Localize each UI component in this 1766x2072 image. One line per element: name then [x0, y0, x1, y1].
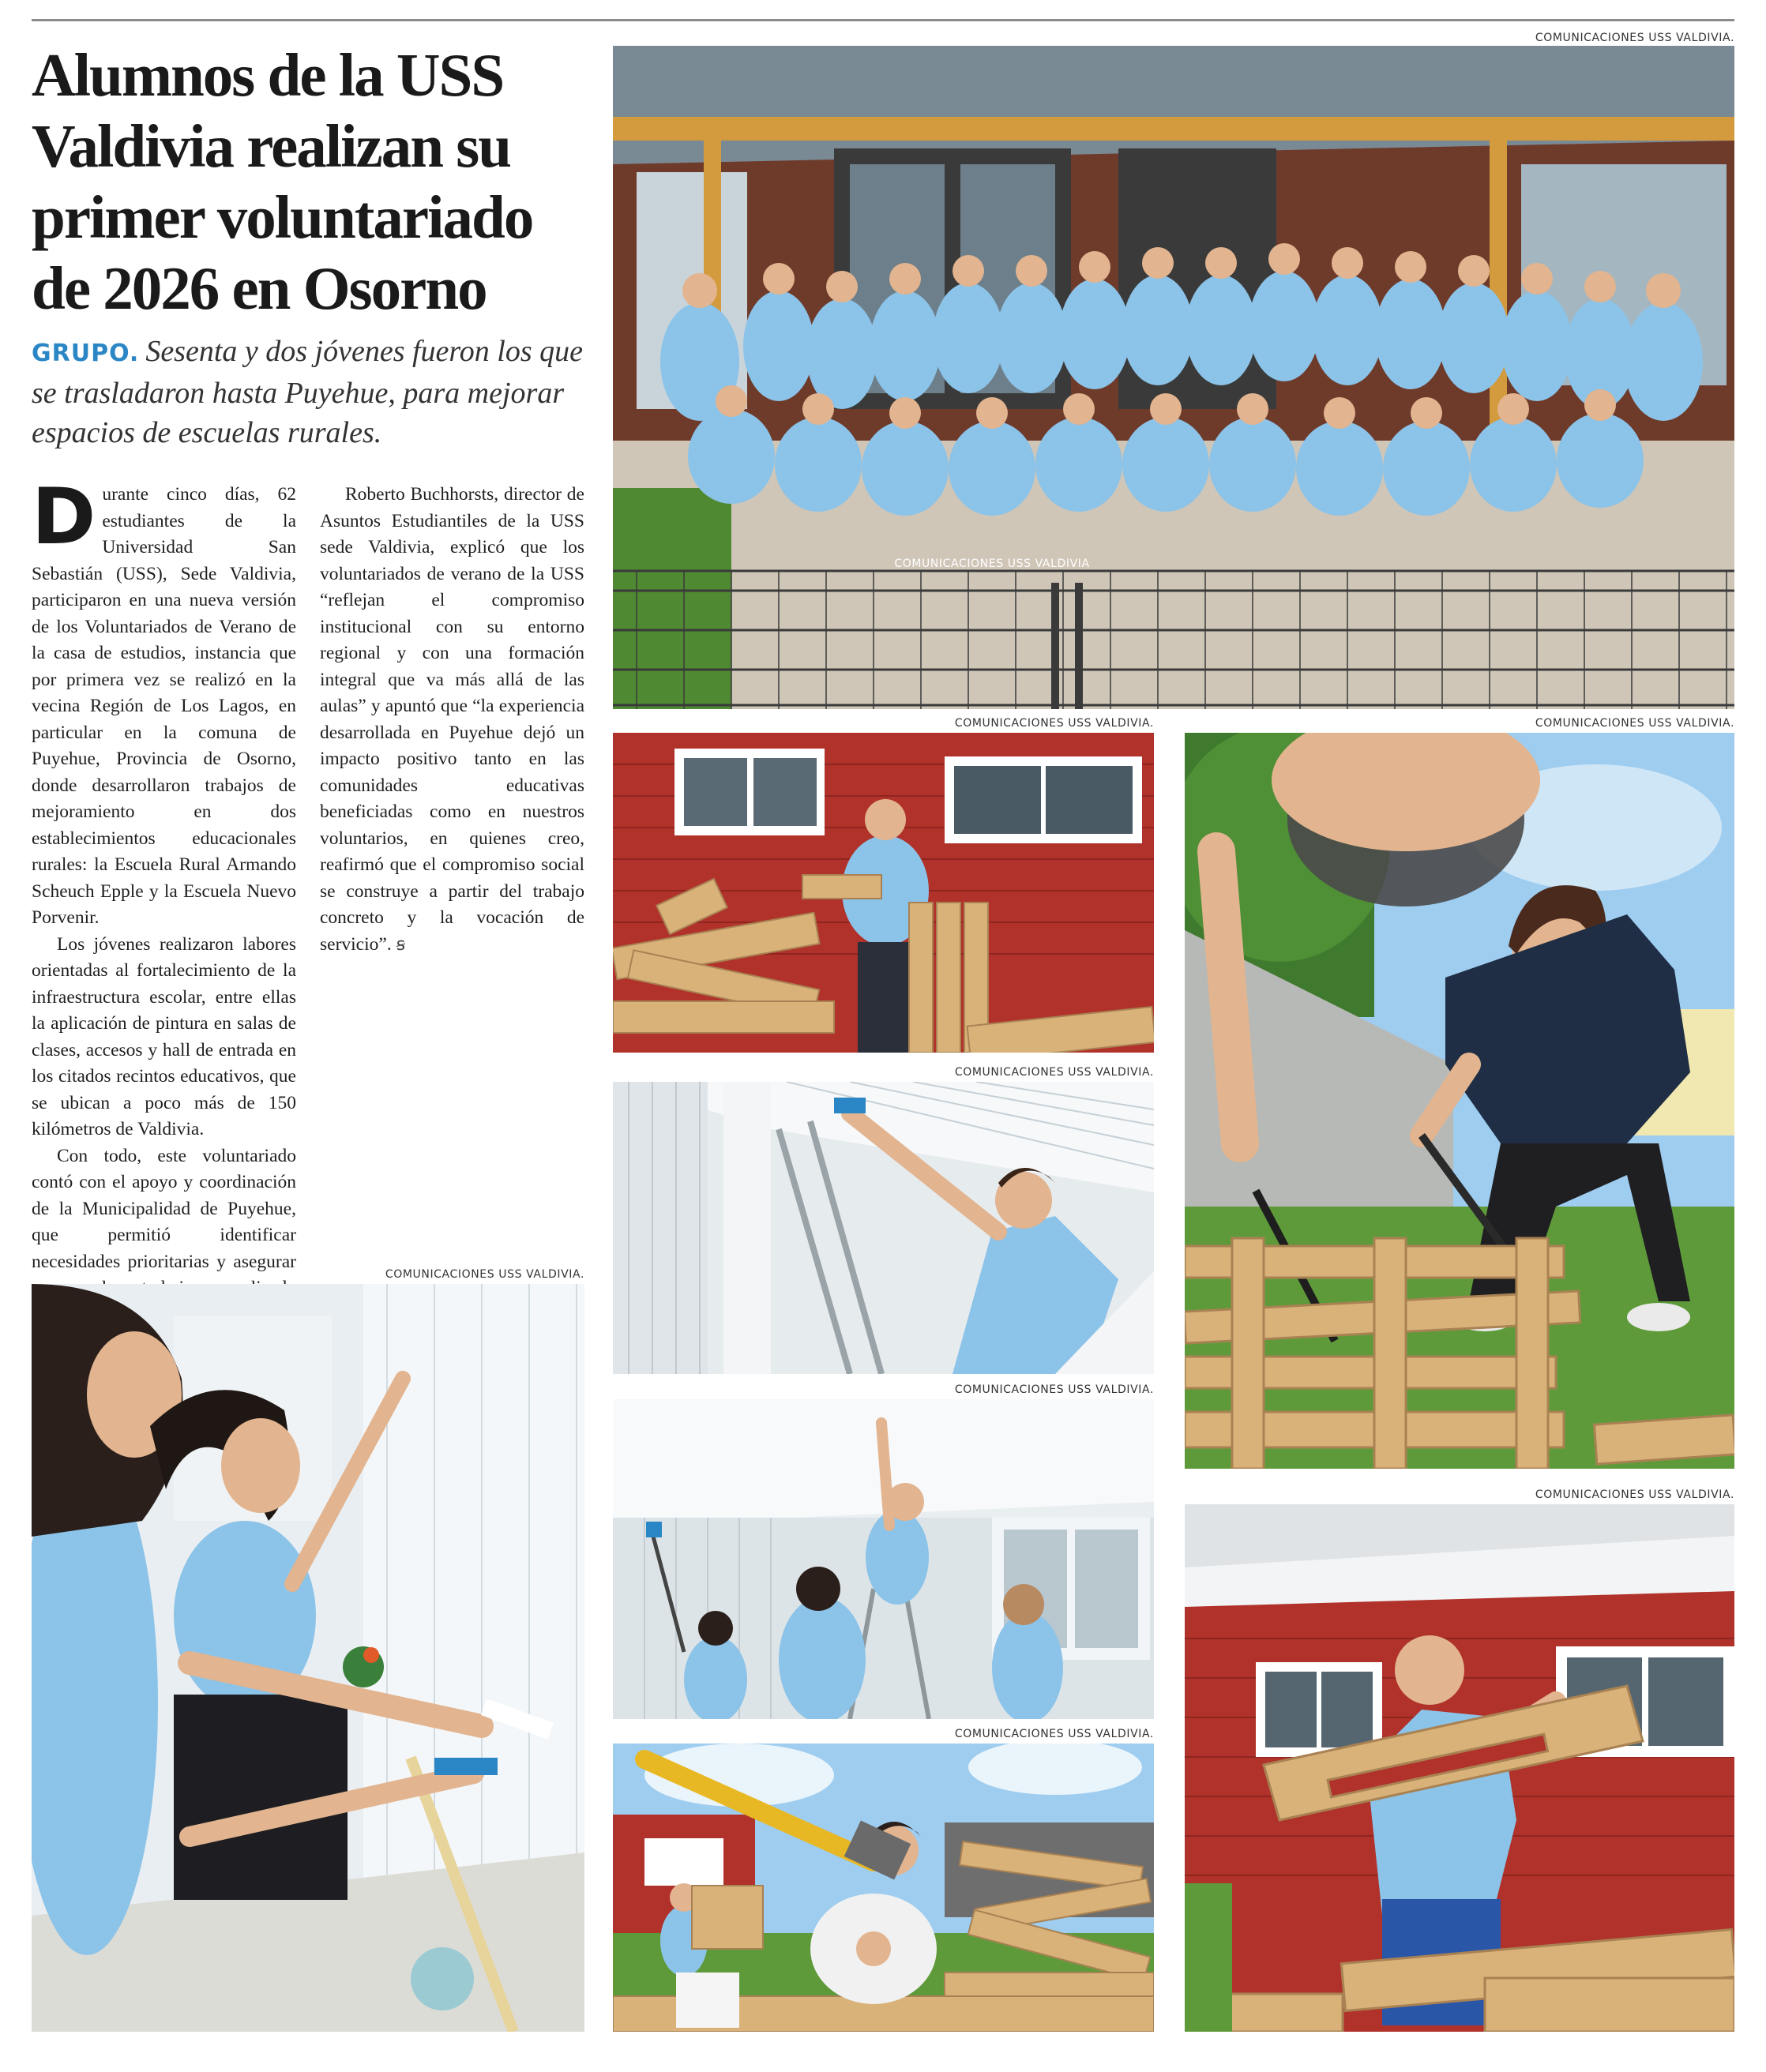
photo-wood-stacking: [613, 733, 1154, 1053]
photo-credit-8: COMUNICACIONES USS VALDIVIA.: [385, 1268, 584, 1281]
photo-credit-4: COMUNICACIONES USS VALDIVIA.: [954, 1383, 1154, 1396]
paragraph-1-text: urante cinco días, 62 estudiantes de la Universidad San Sebastián (USS), Sede Valdivia, participaron en una nueva versión de los Voluntariados de Verano de la casa de estudios, instancia que por primera vez se realizó en la vecina Región de Los Lagos, en particular en la comuna de Puyehue, Provincia de Osorno, donde desarrollaron trabajos de mejoramiento en dos establecimientos educacionales rurales: la Escuela Rural Armando Scheuch Epple y la Escuela Nuevo Porvenir.: [32, 484, 296, 928]
top-rule: [32, 19, 1734, 21]
drop-cap: D: [32, 472, 96, 562]
photo-credit-5: COMUNICACIONES USS VALDIVIA.: [954, 1728, 1154, 1740]
end-mark-icon: ꞩ: [396, 934, 406, 955]
paragraph-3-text: Con todo, este voluntariado contó con el apoyo y coordinación de la Municipalidad de Puyehue, que permitió identificar necesidades prioritarias y asegurar: [32, 1145, 296, 1272]
deck: [32, 332, 584, 452]
photo-painting-ceiling: [613, 1082, 1154, 1374]
photo-credit-7: COMUNICACIONES USS VALDIVIA.: [1535, 1488, 1734, 1501]
photo-painting-room: [613, 1399, 1154, 1719]
photo-credit-3: COMUNICACIONES USS VALDIVIA.: [954, 1066, 1154, 1079]
photo-credit-1: COMUNICACIONES USS VALDIVIA.: [1535, 32, 1734, 44]
deck-text: Sesenta y dos jóvenes fueron los que se trasladaron hasta Puyehue, para mejorar espacios de escuelas rurales.: [32, 335, 584, 449]
paragraph-1: [32, 472, 296, 932]
paragraph-4: [320, 482, 584, 958]
photo-group: [613, 46, 1734, 709]
photo-painting-wall: [32, 1284, 584, 2032]
photo-hammering: [613, 1744, 1154, 2032]
photo-credit-2: COMUNICACIONES USS VALDIVIA.: [954, 717, 1154, 730]
article-column-2: [320, 482, 584, 958]
photo-credit-inner: COMUNICACIONES USS VALDIVIA: [894, 557, 1090, 570]
photo-carrying-pallet: [1185, 1504, 1734, 2032]
paragraph-2: Los jóvenes realizaron labores orientadas al fortalecimiento de la infraestructura escolar, entre ellas la aplicación de pintura en salas de clases, accesos y hall de entrada en los citados recintos educativos, que se ubican a poco más de 150 kilómetros de Valdivia.: [32, 933, 296, 1139]
photo-credit-6: COMUNICACIONES USS VALDIVIA.: [1535, 717, 1734, 730]
paragraph-4-text: Roberto Buchhorsts, director de Asuntos Estudiantiles de la USS sede Valdivia, explicó que los voluntariados de verano de la USS “reflejan el compromiso institucional con su entorno regional y con una formación integral que va más allá de las aulas” y apuntó que “la experiencia desarrollada en Puyehue dejó un impacto positivo tanto en las comunidades educativas beneficiadas como en nuestros voluntarios, en quienes creo, reafirmó que el compromiso social se construye a partir del trabajo concreto y la vocación de servicio”.: [320, 484, 584, 955]
photo-crowbar-pallet: [1185, 733, 1734, 1469]
headline: Alumnos de la USS Valdivia realizan su primer voluntariado de 2026 en Osorno: [32, 41, 533, 322]
deck-label: GRUPO.: [32, 340, 140, 367]
